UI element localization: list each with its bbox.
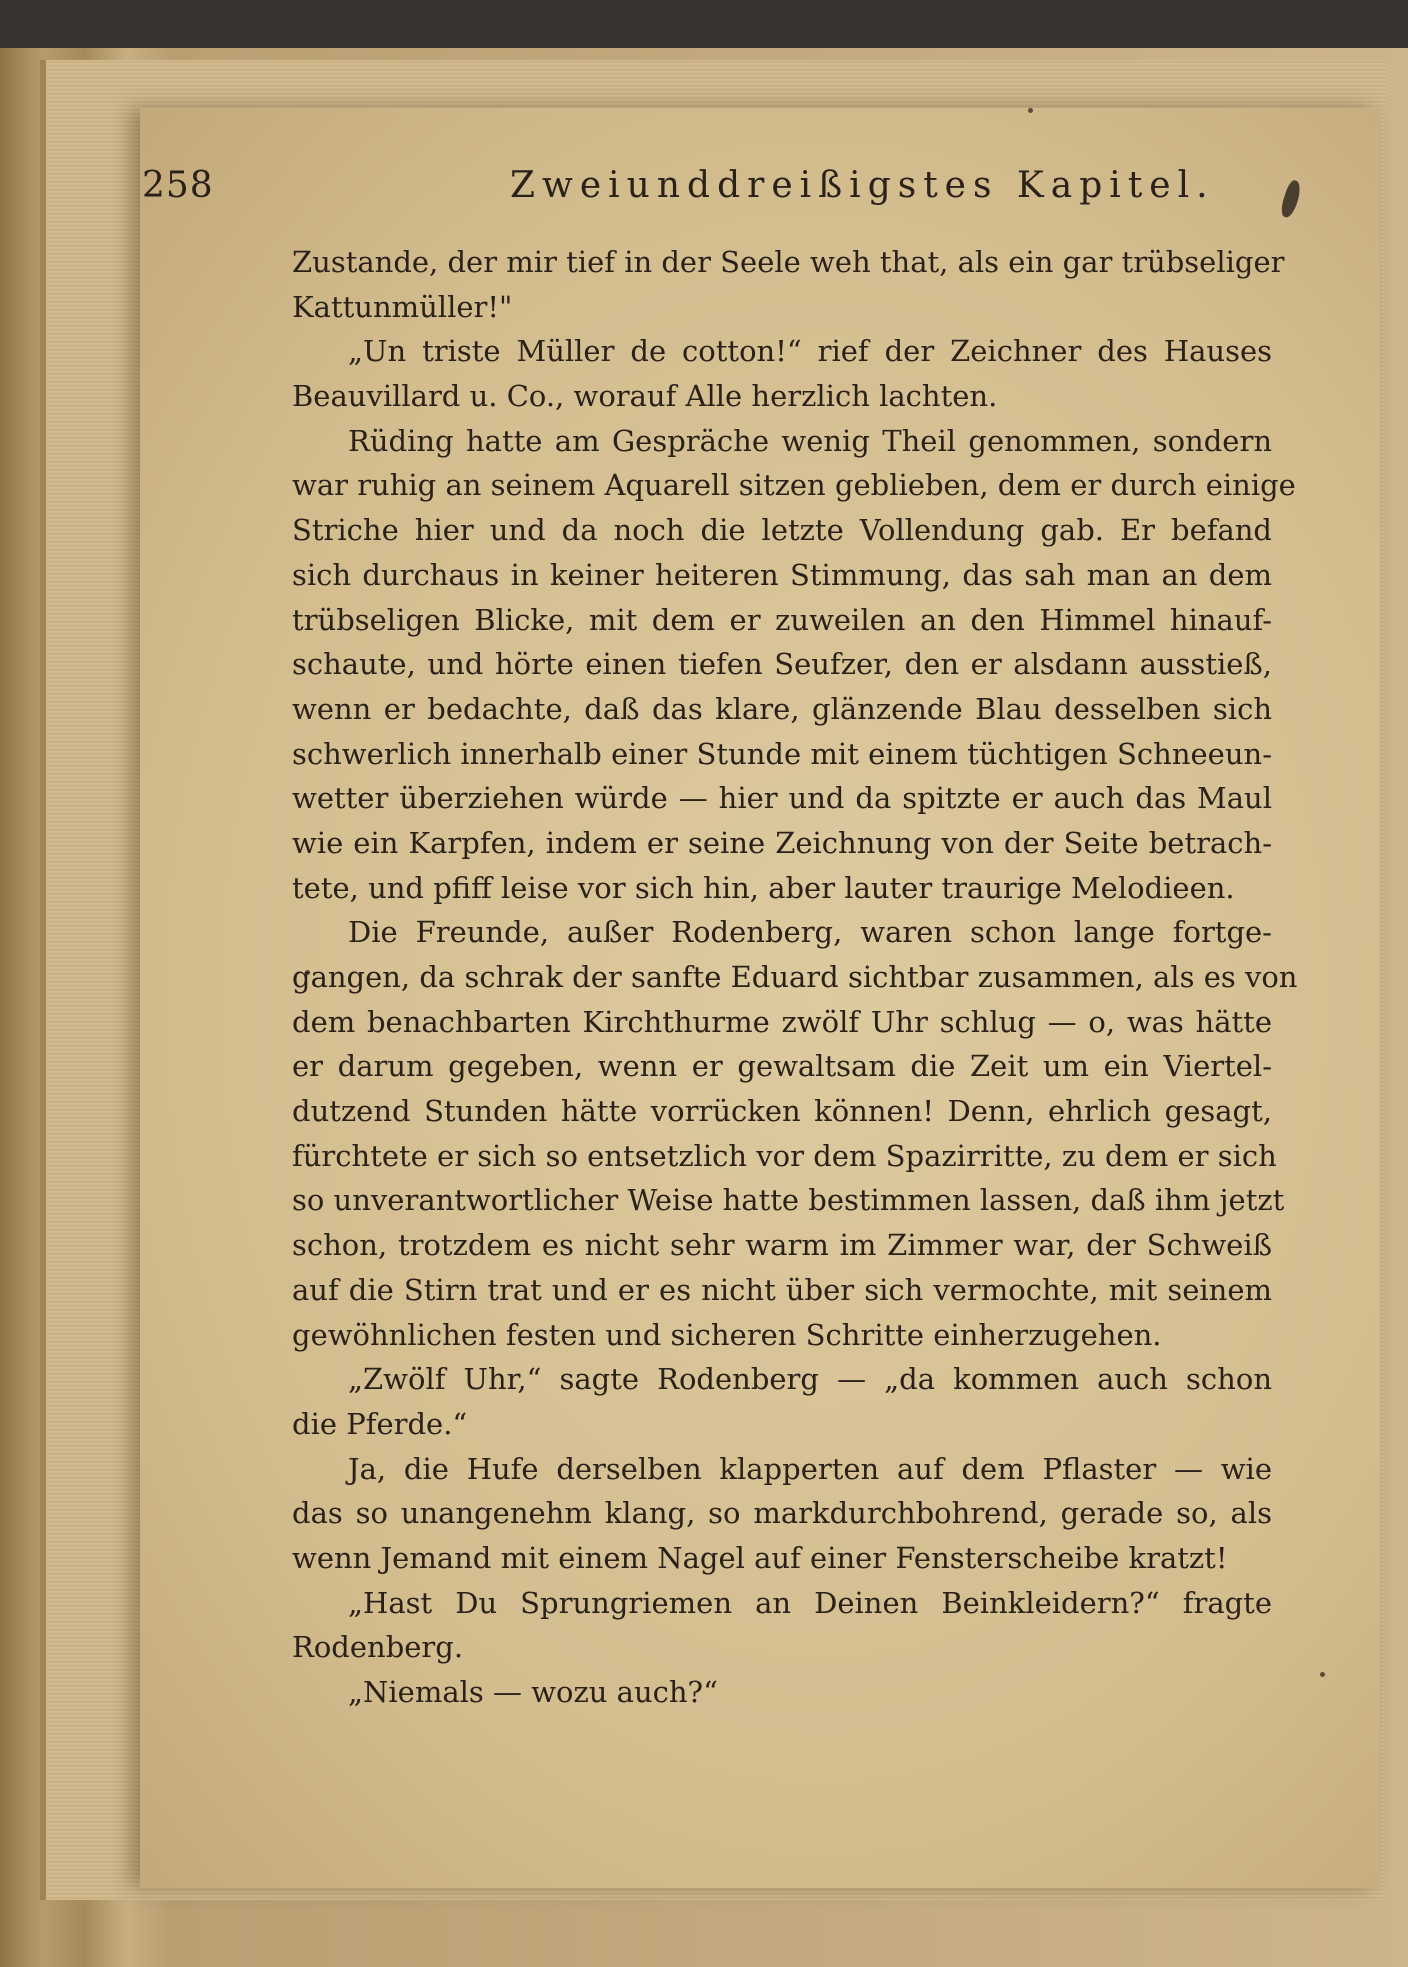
text-line: war ruhig an seinem Aquarell sitzen geblieben, dem er durch einige: [292, 468, 1296, 503]
text-line: wenn Jemand mit einem Nagel auf einer Fensterscheibe kratzt!: [292, 1540, 1228, 1575]
text-line: „Hast Du Sprungriemen an Deinen Beinkleidern?“ fragte: [348, 1585, 1272, 1620]
text-line: gewöhnlichen festen und sicheren Schritte einherzugehen.: [292, 1317, 1162, 1352]
text-line: auf die Stirn trat und er es nicht über sich vermochte, mit seinem: [292, 1272, 1272, 1307]
text-line: „Zwölf Uhr,“ sagte Rodenberg — „da kommen auch schon: [348, 1362, 1272, 1397]
text-line: „Niemals — wozu auch?“: [348, 1675, 718, 1709]
text-line: dutzend Stunden hätte vorrücken können! Denn, ehrlich gesagt,: [292, 1094, 1272, 1129]
text-line: wenn er bedachte, daß das klare, glänzende Blau desselben sich: [292, 691, 1272, 726]
paper-fleck: [1320, 1672, 1325, 1677]
running-title: Zweiunddreißigstes Kapitel.: [510, 165, 1215, 206]
text-line: wetter überziehen würde — hier und da spitzte er auch das Maul: [292, 781, 1272, 816]
text-line: dem benachbarten Kirchthurme zwölf Uhr schlug — o, was hätte: [292, 1004, 1272, 1039]
text-line: schaute, und hörte einen tiefen Seufzer, den er alsdann ausstieß,: [292, 647, 1272, 682]
text-line: sich durchaus in keiner heiteren Stimmung, das sah man an dem: [292, 557, 1272, 592]
text-line: schon, trotzdem es nicht sehr warm im Zimmer war, der Schweiß: [292, 1228, 1272, 1263]
text-line: Rodenberg.: [292, 1630, 464, 1665]
paper-fleck: [1028, 108, 1033, 113]
text-line: fürchtete er sich so entsetzlich vor dem Spazirritte, zu dem er sich: [292, 1138, 1277, 1173]
text-line: „Un triste Müller de cotton!“ rief der Zeichner des Hauses: [348, 334, 1272, 369]
body-text: [292, 240, 1298, 1715]
text-line: Beauvillard u. Co., worauf Alle herzlich lachten.: [292, 379, 998, 414]
text-line: wie ein Karpfen, indem er seine Zeichnung von der Seite betrach-: [292, 825, 1272, 860]
page-number: 258: [142, 165, 214, 206]
text-line: tete, und pfiff leise vor sich hin, aber lauter traurige Melodieen.: [292, 870, 1235, 905]
text-line: schwerlich innerhalb einer Stunde mit einem tüchtigen Schneeun-: [292, 736, 1272, 771]
text-line: Die Freunde, außer Rodenberg, waren schon lange fortge-: [348, 915, 1272, 950]
text-line: das so unangenehm klang, so markdurchbohrend, gerade so, als: [292, 1496, 1272, 1531]
text-line: gangen, da schrak der sanfte Eduard sichtbar zusammen, als es von: [292, 960, 1298, 994]
text-line: Rüding hatte am Gespräche wenig Theil genommen, sondern: [348, 423, 1272, 458]
text-line: er darum gegeben, wenn er gewaltsam die Zeit um ein Viertel-: [292, 1049, 1272, 1084]
text-line: Kattunmüller!": [292, 289, 513, 324]
text-line: Zustande, der mir tief in der Seele weh that, als ein gar trübseliger: [292, 245, 1285, 279]
text-line: so unverantwortlicher Weise hatte bestimmen lassen, daß ihm jetzt: [292, 1183, 1285, 1218]
text-line: trübseligen Blicke, mit dem er zuweilen an den Himmel hinauf-: [292, 602, 1272, 637]
text-line: Striche hier und da noch die letzte Vollendung gab. Er befand: [292, 513, 1272, 548]
text-line: die Pferde.“: [292, 1406, 468, 1441]
text-line: Ja, die Hufe derselben klapperten auf dem Pflaster — wie: [348, 1451, 1272, 1486]
